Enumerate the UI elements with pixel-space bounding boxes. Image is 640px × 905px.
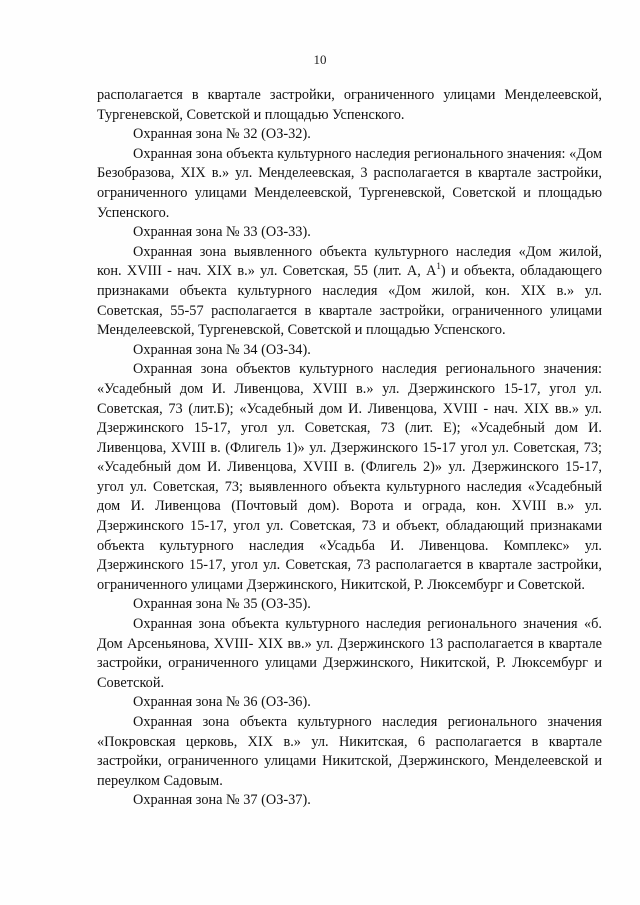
document-body — [97, 86, 602, 811]
zone-heading-37: Охранная зона № 37 (ОЗ-37). — [133, 792, 311, 809]
zone-heading-35: Охранная зона № 35 (ОЗ-35). — [133, 596, 311, 613]
zone-description-36: Охранная зона объекта культурного наследия регионального значения «Покровская церковь, XIX в.» ул. Никитская, 6 располагается в квартале застройки, ограниченного улицами Никитской, Дзержинского, Менделеевской и переулком Садовым. — [97, 714, 602, 789]
page-number: 10 — [313, 52, 327, 67]
zone-heading-32: Охранная зона № 32 (ОЗ-32). — [133, 126, 311, 143]
zone-heading-36: Охранная зона № 36 (ОЗ-36). — [133, 694, 311, 711]
zone-description-34: Охранная зона объектов культурного наследия регионального значения: «Усадебный дом И. Ливенцова, XVIII в.» ул. Дзержинского 15-17, угол ул. Советская, 73 (лит.Б); «Усадебный дом И. Ливенцова, XVIII - нач. XIX вв.» ул. Дзержинского 15-17, угол ул. Советская, 73 (лит. Е); «Усадебный дом И. Ливенцова, XVIII в. (Флигель 1)» ул. Дзержинского 15-17 угол ул. Советская, 73; «Усадебный дом И. Ливенцова, XVIII в. (Флигель 2)» ул. Дзержинского 15-17, угол ул. Советская, 73; выявленного объекта культурного наследия «Усадебный дом И. Ливенцова (Почтовый дом). Ворота и ограда, кон. XVIII в.» ул. Дзержинского 15-17, угол ул. Советская, 73 и объект, обладающий признаками объекта культурного наследия «Усадьба И. Ливенцова. Комплекс» ул. Дзержинского 15-17, угол ул. Советская, 73 располагается в квартале застройки, ограниченного улицами Дзержинского, Никитской, Р. Люксембург и Советской. — [97, 361, 602, 593]
zone-description-33-part2: ) и объекта, обладающего признаками объекта культурного наследия «Дом жилой, кон. XIX в.» ул. Советская, 55-57 располагается в квартале застройки, ограниченного улицами Менделеевской, Тургеневской, Советской и площадью Успенского. — [97, 263, 602, 339]
paragraph-continuation: располагается в квартале застройки, ограниченного улицами Менделеевской, Тургеневской, Советской и площадью Успенского. — [97, 87, 602, 123]
zone-heading-33: Охранная зона № 33 (ОЗ-33). — [133, 224, 311, 241]
zone-description-33 — [97, 243, 602, 341]
zone-description-33-part1: Охранная зона выявленного объекта культурного наследия «Дом жилой, кон. XVIII - нач. XIX в.» ул. Советская, 55 (лит. А, А — [97, 243, 602, 280]
zone-description-32: Охранная зона объекта культурного наследия регионального значения: «Дом Безобразова, XIX в.» ул. Менделеевская, 3 располагается в квартале застройки, ограниченного улицами Менделеевской, Тургеневской, Советской и площадью Успенского. — [97, 145, 602, 221]
zone-description-35: Охранная зона объекта культурного наследия регионального значения «б. Дом Арсеньянова, XVIII- XIX вв.» ул. Дзержинского 13 располагается в квартале застройки, ограниченного улицами Дзержинского, Никитской, Р. Люксембург и Советской. — [97, 616, 602, 691]
superscript: 1 — [436, 261, 441, 272]
zone-heading-34: Охранная зона № 34 (ОЗ-34). — [133, 341, 311, 358]
